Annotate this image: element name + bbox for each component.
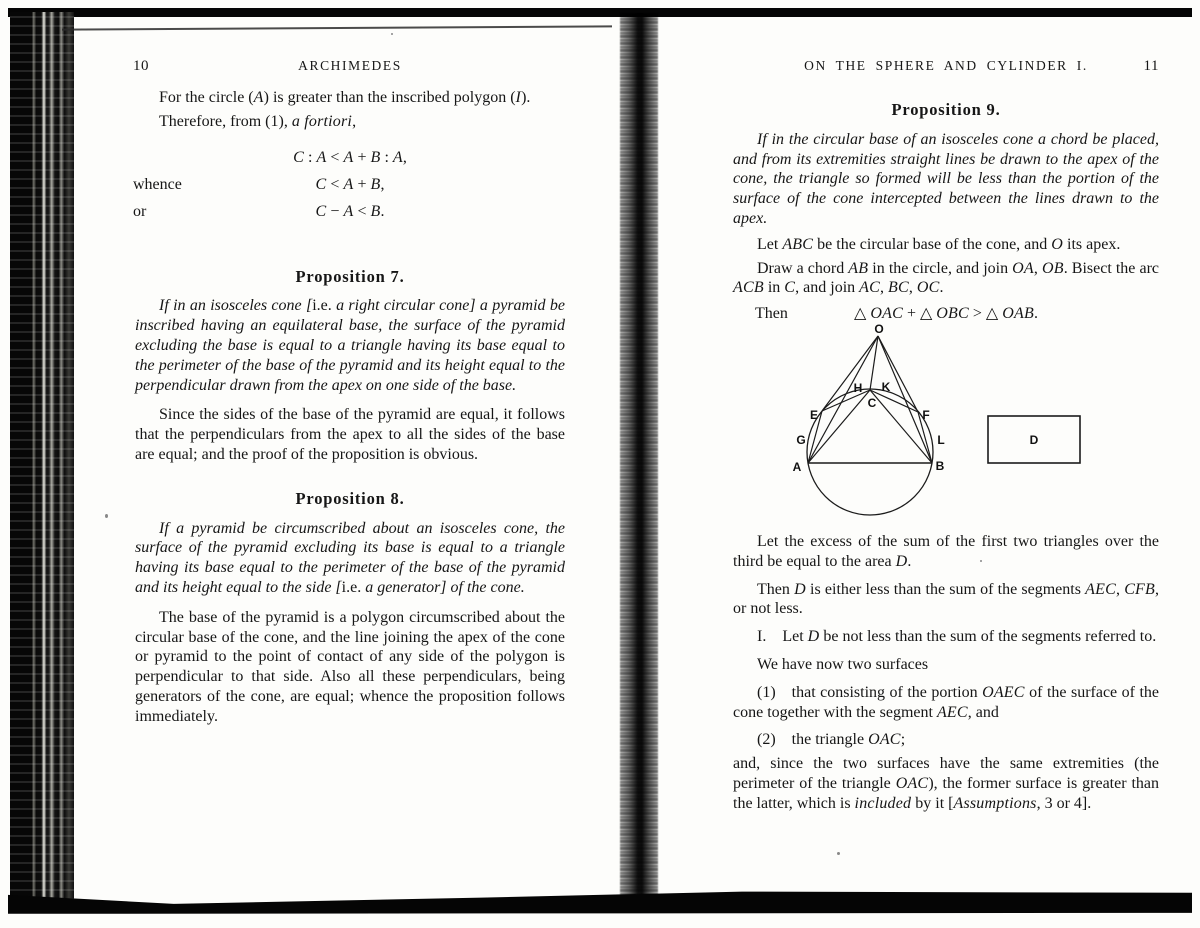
figure-label-G: G xyxy=(796,433,806,447)
equation-1 xyxy=(135,144,565,171)
then-formula: △ OAC + △ OBC > △ OAB. xyxy=(854,305,1038,323)
figure-label-A: A xyxy=(792,460,802,474)
figure-label-F: F xyxy=(922,408,930,422)
proposition-7-heading: Proposition 7. xyxy=(295,266,405,286)
figure-label-D: D xyxy=(1029,433,1039,447)
page-top-edge-line xyxy=(62,25,612,30)
right-running-header: ON THE SPHERE AND CYLINDER I. xyxy=(804,58,1088,73)
paragraph-surface-2: (2) the triangle OAC; xyxy=(757,731,906,749)
figure-label-H: H xyxy=(853,381,863,395)
right-page-header xyxy=(733,56,1159,76)
speck xyxy=(391,33,393,35)
cone-figure xyxy=(770,320,1090,530)
speck xyxy=(105,514,108,518)
right-page-lower xyxy=(733,532,1159,814)
left-running-header: ARCHIMEDES xyxy=(298,58,402,73)
proposition-8-body: The base of the pyramid is a polygon circumscribed about the circular base of the cone, and the line joining the apex of the cone or pyramid to the point of contact of any side of the polygon is perpendicular to that side. Also all these perpendiculars, being generators of the cone, are equal; whence the proposition follows immediately. xyxy=(135,608,565,725)
figure-label-O: O xyxy=(874,322,884,336)
paragraph-draw-chord: Draw a chord AB in the circle, and join OA, OB. Bisect the arc ACB in C, and join AC, BC, OC. xyxy=(733,259,1159,297)
left-page-number: 10 xyxy=(133,58,149,74)
paragraph-circle-polygon: For the circle (A) is greater than the inscribed polygon (I). xyxy=(159,89,531,106)
paragraph-let-abc: Let ABC be the circular base of the cone, and O its apex. xyxy=(757,235,1121,253)
figure-labels xyxy=(793,322,1039,474)
paragraph-therefore: Therefore, from (1), a fortiori, xyxy=(159,112,357,130)
line-OB xyxy=(878,336,932,463)
chord-CB xyxy=(867,390,932,463)
book-gutter-shadow xyxy=(620,13,658,895)
paragraph-case-1: I. Let D be not less than the sum of the segments referred to. xyxy=(757,628,1157,646)
top-scan-border xyxy=(8,8,1192,17)
label-or: or xyxy=(133,202,147,220)
equation-1-formula: C : A < A + B : A, xyxy=(293,148,407,166)
paragraph-then-d: Then D is either less than the sum of the segments AEC, CFB, or not less. xyxy=(733,580,1160,618)
equation-3 xyxy=(135,198,565,225)
figure-label-L: L xyxy=(937,433,945,447)
proposition-7-enunciation: If in an isosceles cone [i.e. a right circular cone] a pyramid be inscribed having an equilateral base, the surface of the pyramid excluding the base is equal to a triangle having its base equal to the perimeter of the base of the pyramid and its height equal to the perpendicular drawn from the apex on one side of the base. xyxy=(135,297,565,394)
figure-label-C: C xyxy=(867,396,877,410)
proposition-8-heading: Proposition 8. xyxy=(295,488,405,508)
left-page xyxy=(135,56,565,727)
line-OF xyxy=(878,336,918,412)
proposition-7-body: Since the sides of the base of the pyramid are equal, it follows that the perpendiculars from the apex to all the sides of the base are equal; and the proof of the proposition is obvious. xyxy=(135,406,565,463)
paragraph-two-surfaces: We have now two surfaces xyxy=(757,655,929,673)
left-page-header xyxy=(135,56,565,76)
figure-label-B: B xyxy=(935,459,945,473)
right-page-number: 11 xyxy=(1143,58,1159,74)
equation-2 xyxy=(135,171,565,198)
figure-label-K: K xyxy=(881,380,891,394)
proposition-9-enunciation: If in the circular base of an isosceles cone a chord be placed, and from its extremities straight lines be drawn to the apex of the cone, the triangle so formed will be less than the portion of the surface of the cone intercepted between the lines drawn to the apex. xyxy=(733,130,1159,227)
speck xyxy=(837,852,840,855)
equation-2-formula: C < A + B, xyxy=(315,175,385,193)
then-label: Then xyxy=(755,305,788,323)
bottom-scan-border xyxy=(8,885,1192,915)
paragraph-conclusion: and, since the two surfaces have the same extremities (the perimeter of the triangle OAC), the former surface is greater than the latter, which is included by it [Assumptions, 3 or 4]. xyxy=(733,755,1160,812)
paragraph-excess: Let the excess of the sum of the first two triangles over the third be equal to the area D. xyxy=(733,533,1159,570)
paragraph-surface-1: (1) that consisting of the portion OAEC of the surface of the cone together with the segment AEC, and xyxy=(733,683,1159,721)
book-spine-page-edges xyxy=(10,12,74,907)
equation-3-formula: C − A < B. xyxy=(315,202,385,220)
proposition-9-heading: Proposition 9. xyxy=(891,100,1001,119)
label-whence: whence xyxy=(133,175,182,193)
figure-label-E: E xyxy=(809,408,819,422)
right-page-upper xyxy=(733,56,1159,326)
proposition-8-enunciation: If a pyramid be circumscribed about an isosceles cone, the surface of the pyramid excluding its base is equal to a triangle having its base equal to the perimeter of the base of the pyramid and its height equal to the side [i.e. a generator] of the cone. xyxy=(135,519,565,596)
